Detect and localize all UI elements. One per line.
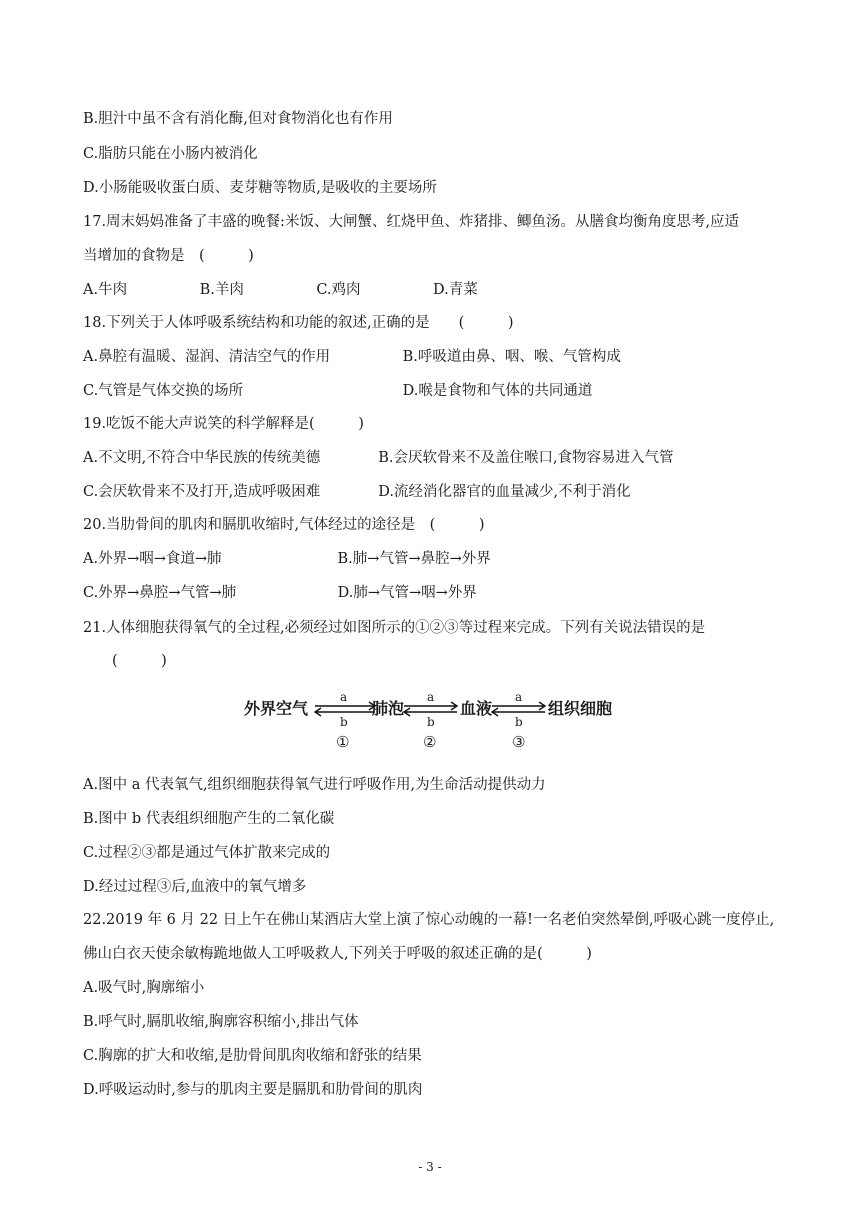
step-1-marker: ① bbox=[336, 733, 350, 751]
line-2: C.脂肪只能在小肠内被消化 bbox=[83, 146, 258, 162]
q21-option-d: D.经过过程③后,血液中的氧气增多 bbox=[83, 879, 307, 895]
question-17-cont: 当增加的食物是 ( ) bbox=[83, 248, 254, 264]
q20-options-cd: C.外界→鼻腔→气管→肺 D.肺→气管→咽→外界 bbox=[83, 585, 477, 601]
arrow-label-a-1: a bbox=[340, 690, 348, 704]
arrow-label-a-2: a bbox=[427, 690, 435, 704]
arrow-label-b-1: b bbox=[340, 715, 348, 729]
q21-option-c: C.过程②③都是通过气体扩散来完成的 bbox=[83, 845, 331, 861]
q18-options-cd: C.气管是气体交换的场所 D.喉是食物和气体的共同通道 bbox=[83, 383, 593, 399]
arrow-label-a-3: a bbox=[515, 690, 523, 704]
question-22: 22.2019 年 6 月 22 日上午在佛山某酒店大堂上演了惊心动魄的一幕!一名老伯突然晕倒,呼吸心跳一度停止, bbox=[83, 912, 775, 928]
question-17: 17.周末妈妈准备了丰盛的晚餐:米饭、大闸蟹、红烧甲鱼、炸猪排、鲫鱼汤。从膳食均衡角度思考,应适 bbox=[83, 214, 740, 230]
step-3-marker: ③ bbox=[512, 733, 526, 751]
q21-option-a: A.图中 a 代表氧气,组织细胞获得氧气进行呼吸作用,为生命活动提供动力 bbox=[83, 777, 546, 793]
node-blood: 血液 bbox=[460, 699, 493, 718]
question-20: 20.当肋骨间的肌肉和膈肌收缩时,气体经过的途径是 ( ) bbox=[83, 517, 485, 533]
arrow-label-b-3: b bbox=[515, 715, 523, 729]
step-2-marker: ② bbox=[423, 733, 437, 751]
node-alveoli: 肺泡 bbox=[372, 699, 405, 718]
question-21-cont: ( ) bbox=[83, 653, 167, 669]
arrow-label-b-2: b bbox=[427, 715, 435, 729]
q18-options-ab: A.鼻腔有温暖、湿润、清洁空气的作用 B.呼吸道由鼻、咽、喉、气管构成 bbox=[83, 349, 621, 365]
page-number: - 3 - bbox=[418, 1160, 442, 1174]
line-3: D.小肠能吸收蛋白质、麦芽糖等物质,是吸收的主要场所 bbox=[83, 180, 437, 196]
respiration-diagram bbox=[244, 688, 624, 758]
question-19: 19.吃饭不能大声说笑的科学解释是( ) bbox=[83, 416, 364, 432]
q21-option-b: B.图中 b 代表组织细胞产生的二氧化碳 bbox=[83, 811, 335, 827]
q22-option-d: D.呼吸运动时,参与的肌肉主要是膈肌和肋骨间的肌肉 bbox=[83, 1082, 423, 1098]
q19-options-cd: C.会厌软骨来不及打开,造成呼吸困难 D.流经消化器官的血量减少,不利于消化 bbox=[83, 484, 631, 500]
question-21: 21.人体细胞获得氧气的全过程,必须经过如图所示的①②③等过程来完成。下列有关说法错误的是 bbox=[83, 620, 706, 636]
q22-option-a: A.吸气时,胸廓缩小 bbox=[83, 980, 205, 996]
line-1: B.胆汁中虽不含有消化酶,但对食物消化也有作用 bbox=[83, 111, 393, 127]
node-outside-air: 外界空气 bbox=[244, 699, 309, 718]
q19-options-ab: A.不文明,不符合中华民族的传统美德 B.会厌软骨来不及盖住喉口,食物容易进入气管 bbox=[83, 450, 674, 466]
q22-option-c: C.胸廓的扩大和收缩,是肋骨间肌肉收缩和舒张的结果 bbox=[83, 1048, 422, 1064]
q17-options: A.牛肉 B.羊肉 C.鸡肉 D.青菜 bbox=[83, 282, 478, 298]
node-tissue-cells: 组织细胞 bbox=[548, 699, 613, 718]
question-18: 18.下列关于人体呼吸系统结构和功能的叙述,正确的是 ( ) bbox=[83, 315, 514, 331]
question-22-cont: 佛山白衣天使余敏梅跪地做人工呼吸救人,下列关于呼吸的叙述正确的是( ) bbox=[83, 946, 592, 962]
q20-options-ab: A.外界→咽→食道→肺 B.肺→气管→鼻腔→外界 bbox=[83, 551, 491, 567]
q22-option-b: B.呼气时,膈肌收缩,胸廓容积缩小,排出气体 bbox=[83, 1014, 359, 1030]
